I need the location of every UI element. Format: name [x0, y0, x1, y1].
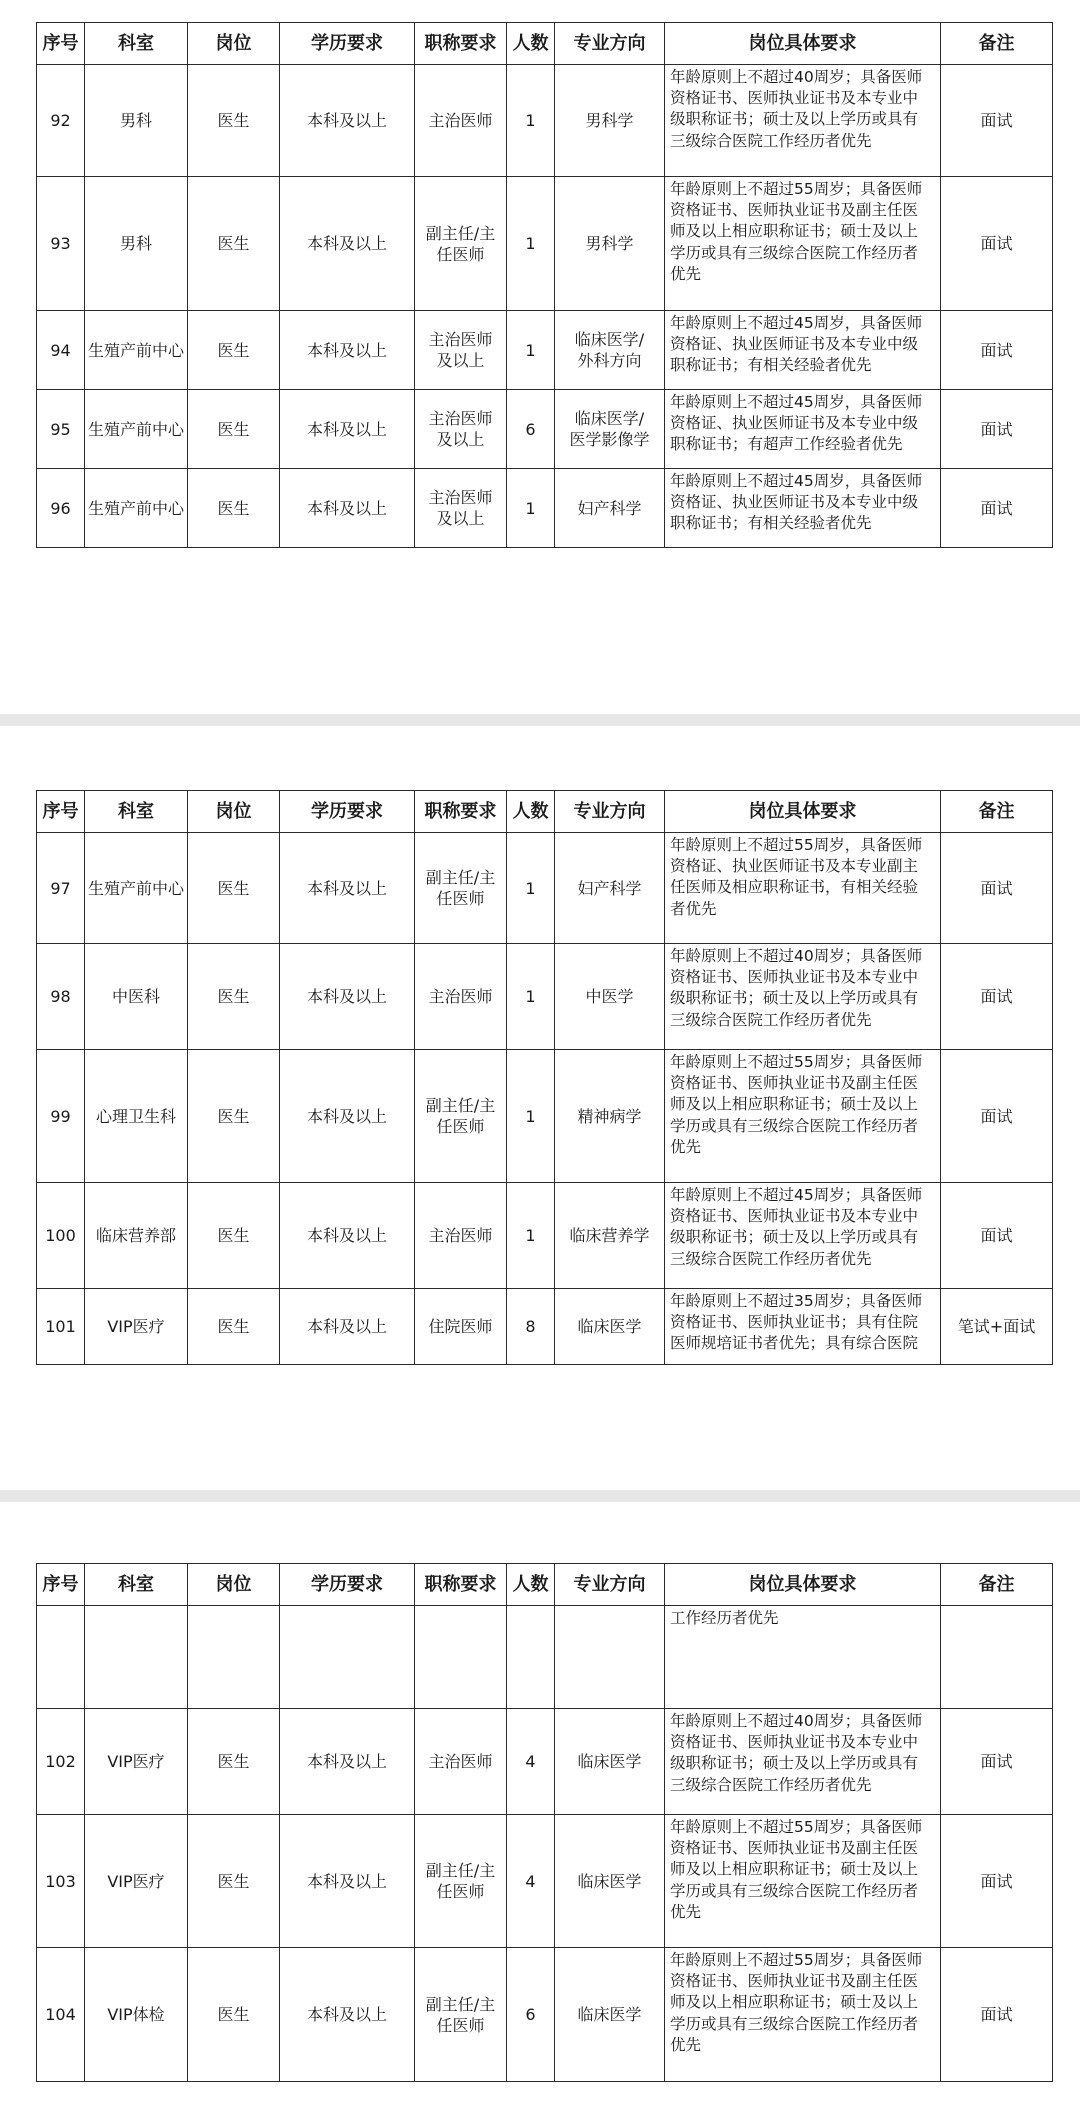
major-cell: [555, 1050, 665, 1183]
column-header: 备注: [941, 23, 1053, 65]
column-header: 学历要求: [280, 1564, 415, 1606]
column-header: 序号: [37, 23, 85, 65]
cell-line: 资格证书、医师执业证书及副主任医: [670, 1839, 919, 1858]
job-table-page-2: [36, 790, 1053, 1365]
cell-line: 本科及以上: [306, 878, 387, 898]
cell-line: 临床医学: [577, 2005, 642, 2024]
title-cell: [415, 1289, 507, 1365]
edu-cell: [280, 1948, 415, 2082]
requirement-cell: [665, 390, 941, 469]
cell-line: 本科及以上: [306, 1106, 387, 1126]
column-header: 科室: [85, 23, 188, 65]
title-cell: [415, 390, 507, 469]
cell-line: 年龄原则上不超过55周岁；具备医师: [670, 1818, 923, 1836]
cell-line: 本科及以上: [306, 2005, 387, 2024]
note-cell: 面试: [941, 390, 1053, 469]
cell-line: 三级综合医院工作经历者优先: [670, 1249, 872, 1268]
count-cell: 1: [507, 944, 555, 1050]
count-cell: 1: [507, 311, 555, 390]
cell-line: 三级综合医院工作经历者优先: [670, 131, 872, 150]
cell-line: 任医师: [436, 1882, 485, 1901]
cell-line: 年龄原则上不超过35周岁；具备医师: [670, 1292, 923, 1310]
post-cell: 医生: [188, 177, 280, 311]
cell-line: 工作经历者优先: [670, 1609, 779, 1627]
dept-cell: VIP医疗: [85, 1815, 188, 1948]
column-header: 岗位具体要求: [665, 23, 941, 65]
post-cell: 医生: [188, 1289, 280, 1365]
column-header: 人数: [507, 1564, 555, 1606]
title-cell: [415, 311, 507, 390]
requirement-cell: [665, 1183, 941, 1289]
cell-line: 本科及以上: [306, 419, 387, 439]
cell-line: 年龄原则上不超过55周岁，具备医师: [670, 836, 923, 854]
cell-line: 资格证书、医师执业证书及本专业中: [670, 1733, 919, 1752]
seq-cell: 104: [37, 1948, 85, 2082]
note-cell: 面试: [941, 833, 1053, 944]
edu-cell: [280, 1183, 415, 1289]
cell-line: 本科及以上: [306, 111, 387, 130]
title-cell: [415, 469, 507, 548]
column-header: 人数: [507, 791, 555, 833]
cell-line: 资格证书、医师执业证书及本专业中: [670, 1207, 919, 1226]
post-cell: [188, 1606, 280, 1709]
major-cell: [555, 944, 665, 1050]
post-cell: 医生: [188, 469, 280, 548]
table-row: [37, 311, 1053, 390]
requirement-cell: [665, 1815, 941, 1948]
cell-line: 优先: [670, 264, 702, 283]
table-row: [37, 65, 1053, 177]
note-cell: 面试: [941, 1709, 1053, 1815]
count-cell: 1: [507, 469, 555, 548]
cell-line: 医师规培证书者优先；具有综合医院: [670, 1334, 919, 1353]
title-cell: [415, 177, 507, 311]
requirement-cell: [665, 833, 941, 944]
major-cell: [555, 1289, 665, 1365]
seq-cell: 94: [37, 311, 85, 390]
count-cell: 4: [507, 1709, 555, 1815]
cell-line: 主治医师: [428, 987, 493, 1006]
dept-cell: 临床营养部: [85, 1183, 188, 1289]
cell-line: 副主任/主: [425, 1096, 496, 1115]
column-header: 学历要求: [280, 23, 415, 65]
table-row: [37, 833, 1053, 944]
cell-line: 妇产科学: [577, 878, 642, 898]
table-row: [37, 177, 1053, 311]
count-cell: 6: [507, 390, 555, 469]
cell-line: 男科学: [585, 111, 634, 130]
edu-cell: [280, 1050, 415, 1183]
cell-line: 临床医学/: [574, 330, 645, 349]
requirement-cell: [665, 1606, 941, 1709]
table-header-row: [37, 791, 1053, 833]
edu-cell: [280, 1709, 415, 1815]
major-cell: [555, 1948, 665, 2082]
cell-line: 资格证书、医师执业证书及副主任医: [670, 1074, 919, 1093]
cell-line: 师及以上相应职称证书；硕士及以上: [670, 1095, 919, 1114]
dept-cell: 生殖产前中心: [85, 469, 188, 548]
seq-cell: [37, 1606, 85, 1709]
seq-cell: 103: [37, 1815, 85, 1948]
cell-line: 副主任/主: [425, 1861, 496, 1880]
post-cell: 医生: [188, 311, 280, 390]
post-cell: 医生: [188, 944, 280, 1050]
requirement-cell: [665, 177, 941, 311]
table-row: [37, 1948, 1053, 2082]
note-cell: 面试: [941, 1050, 1053, 1183]
dept-cell: 生殖产前中心: [85, 390, 188, 469]
cell-line: 主治医师: [428, 488, 493, 507]
major-cell: [555, 469, 665, 548]
post-cell: 医生: [188, 833, 280, 944]
requirement-cell: [665, 311, 941, 390]
cell-line: 副主任/主: [425, 223, 496, 243]
dept-cell: 心理卫生科: [85, 1050, 188, 1183]
cell-line: 任医师: [436, 244, 485, 264]
post-cell: 医生: [188, 65, 280, 177]
column-header: 科室: [85, 1564, 188, 1606]
column-header: 序号: [37, 1564, 85, 1606]
cell-line: 临床营养学: [569, 1226, 650, 1245]
count-cell: 6: [507, 1948, 555, 2082]
edu-cell: [280, 1606, 415, 1709]
cell-line: 年龄原则上不超过45周岁，具备医师: [670, 393, 923, 411]
note-cell: 笔试+面试: [941, 1289, 1053, 1365]
column-header: 备注: [941, 1564, 1053, 1606]
cell-line: 级职称证书；硕士及以上学历或具有: [670, 110, 919, 129]
requirement-cell: [665, 65, 941, 177]
seq-cell: 97: [37, 833, 85, 944]
title-cell: [415, 833, 507, 944]
table-row: [37, 1606, 1053, 1709]
seq-cell: 102: [37, 1709, 85, 1815]
note-cell: 面试: [941, 944, 1053, 1050]
cell-line: 主治医师: [428, 1226, 493, 1245]
cell-line: 主治医师: [428, 111, 493, 130]
cell-line: 学历或具有三级综合医院工作经历者: [670, 243, 919, 262]
count-cell: 1: [507, 177, 555, 311]
edu-cell: [280, 65, 415, 177]
cell-line: 本科及以上: [306, 234, 387, 253]
note-cell: 面试: [941, 469, 1053, 548]
requirement-cell: [665, 944, 941, 1050]
edu-cell: [280, 469, 415, 548]
cell-line: 优先: [670, 1902, 702, 1921]
count-cell: 8: [507, 1289, 555, 1365]
table-row: [37, 1289, 1053, 1365]
cell-line: 级职称证书；硕士及以上学历或具有: [670, 989, 919, 1008]
seq-cell: 93: [37, 177, 85, 311]
edu-cell: [280, 833, 415, 944]
cell-line: 任医师: [436, 1117, 485, 1136]
cell-line: 优先: [670, 1137, 702, 1156]
title-cell: [415, 1948, 507, 2082]
cell-line: 学历或具有三级综合医院工作经历者: [670, 1881, 919, 1900]
cell-line: 本科及以上: [306, 1752, 387, 1771]
requirement-cell: [665, 1709, 941, 1815]
dept-cell: [85, 1606, 188, 1709]
post-cell: 医生: [188, 1815, 280, 1948]
column-header: 人数: [507, 23, 555, 65]
table-row: [37, 1709, 1053, 1815]
cell-line: 本科及以上: [306, 1871, 387, 1891]
cell-line: 职称证书；有超声工作经验者优先: [670, 435, 903, 454]
cell-line: 年龄原则上不超过55周岁；具备医师: [670, 1053, 923, 1071]
cell-line: 主治医师: [428, 409, 493, 428]
note-cell: 面试: [941, 177, 1053, 311]
count-cell: 1: [507, 1050, 555, 1183]
cell-line: 任医师及相应职称证书，有相关经验: [670, 878, 919, 897]
cell-line: 优先: [670, 2035, 702, 2054]
cell-line: 本科及以上: [306, 1317, 387, 1336]
post-cell: 医生: [188, 1183, 280, 1289]
major-cell: [555, 311, 665, 390]
dept-cell: VIP医疗: [85, 1289, 188, 1365]
cell-line: 学历或具有三级综合医院工作经历者: [670, 1116, 919, 1135]
cell-line: 级职称证书；硕士及以上学历或具有: [670, 1754, 919, 1773]
cell-line: 主治医师: [428, 330, 493, 349]
cell-line: 资格证书、医师执业证书及本专业中: [670, 968, 919, 987]
count-cell: 1: [507, 833, 555, 944]
cell-line: 年龄原则上不超过40周岁；具备医师: [670, 1712, 923, 1730]
requirement-cell: [665, 1050, 941, 1183]
edu-cell: [280, 390, 415, 469]
cell-line: 年龄原则上不超过45周岁，具备医师: [670, 472, 923, 490]
cell-line: 年龄原则上不超过45周岁，具备医师: [670, 314, 923, 332]
edu-cell: [280, 1815, 415, 1948]
requirement-cell: [665, 469, 941, 548]
cell-line: 任医师: [436, 2015, 485, 2035]
column-header: 岗位: [188, 791, 280, 833]
seq-cell: 99: [37, 1050, 85, 1183]
major-cell: [555, 177, 665, 311]
cell-line: 精神病学: [577, 1106, 642, 1126]
major-cell: [555, 390, 665, 469]
column-header: 岗位具体要求: [665, 791, 941, 833]
cell-line: 中医学: [585, 987, 634, 1006]
cell-line: 年龄原则上不超过55周岁；具备医师: [670, 180, 923, 198]
cell-line: 职称证书；有相关经验者优先: [670, 356, 872, 375]
column-header: 科室: [85, 791, 188, 833]
dept-cell: 生殖产前中心: [85, 833, 188, 944]
column-header: 备注: [941, 791, 1053, 833]
title-cell: [415, 65, 507, 177]
edu-cell: [280, 1289, 415, 1365]
major-cell: [555, 1183, 665, 1289]
cell-line: 师及以上相应职称证书；硕士及以上: [670, 1993, 919, 2012]
cell-line: 年龄原则上不超过45周岁；具备医师: [670, 1186, 923, 1204]
cell-line: 临床医学: [577, 1752, 642, 1771]
cell-line: 资格证书、医师执业证书及副主任医: [670, 201, 919, 220]
cell-line: 外科方向: [577, 351, 642, 370]
cell-line: 师及以上相应职称证书；硕士及以上: [670, 1860, 919, 1879]
cell-line: 资格证、执业医师证书及本专业中级: [670, 414, 919, 433]
post-cell: 医生: [188, 1948, 280, 2082]
count-cell: 4: [507, 1815, 555, 1948]
cell-line: 妇产科学: [577, 498, 642, 518]
dept-cell: 男科: [85, 177, 188, 311]
cell-line: 资格证、执业医师证书及本专业中级: [670, 335, 919, 354]
column-header: 岗位: [188, 1564, 280, 1606]
cell-line: 资格证书、医师执业证书；具有住院: [670, 1313, 919, 1332]
cell-line: 临床医学: [577, 1317, 642, 1336]
seq-cell: 100: [37, 1183, 85, 1289]
column-header: 岗位具体要求: [665, 1564, 941, 1606]
column-header: 职称要求: [415, 1564, 507, 1606]
cell-line: 临床医学: [577, 1871, 642, 1891]
table-row: [37, 944, 1053, 1050]
dept-cell: 中医科: [85, 944, 188, 1050]
major-cell: [555, 1606, 665, 1709]
page-separator-2: [0, 1490, 1080, 1502]
major-cell: [555, 833, 665, 944]
count-cell: 1: [507, 65, 555, 177]
title-cell: [415, 944, 507, 1050]
page-separator-1: [0, 714, 1080, 726]
title-cell: [415, 1709, 507, 1815]
note-cell: 面试: [941, 1815, 1053, 1948]
cell-line: 资格证、执业医师证书及本专业中级: [670, 493, 919, 512]
cell-line: 年龄原则上不超过40周岁；具备医师: [670, 947, 923, 965]
count-cell: 1: [507, 1183, 555, 1289]
cell-line: 资格证书、医师执业证书及副主任医: [670, 1972, 919, 1991]
seq-cell: 92: [37, 65, 85, 177]
cell-line: 及以上: [436, 430, 485, 449]
major-cell: [555, 65, 665, 177]
cell-line: 男科学: [585, 234, 634, 253]
cell-line: 资格证书、医师执业证书及本专业中: [670, 89, 919, 108]
column-header: 专业方向: [555, 1564, 665, 1606]
cell-line: 任医师: [436, 889, 485, 908]
note-cell: 面试: [941, 1948, 1053, 2082]
table-row: [37, 469, 1053, 548]
cell-line: 及以上: [436, 351, 485, 370]
table-row: [37, 1815, 1053, 1948]
table-row: [37, 1183, 1053, 1289]
title-cell: [415, 1815, 507, 1948]
column-header: 专业方向: [555, 23, 665, 65]
dept-cell: VIP体检: [85, 1948, 188, 2082]
cell-line: 资格证、执业医师证书及本专业副主: [670, 857, 919, 876]
cell-line: 及以上: [436, 509, 485, 528]
table-row: [37, 1050, 1053, 1183]
title-cell: [415, 1050, 507, 1183]
cell-line: 年龄原则上不超过40周岁；具备医师: [670, 68, 923, 86]
major-cell: [555, 1709, 665, 1815]
edu-cell: [280, 311, 415, 390]
seq-cell: 96: [37, 469, 85, 548]
column-header: 专业方向: [555, 791, 665, 833]
cell-line: 本科及以上: [306, 498, 387, 518]
cell-line: 副主任/主: [425, 868, 496, 887]
cell-line: 副主任/主: [425, 1994, 496, 2014]
note-cell: [941, 1606, 1053, 1709]
cell-line: 师及以上相应职称证书；硕士及以上: [670, 222, 919, 241]
column-header: 岗位: [188, 23, 280, 65]
cell-line: 临床医学/: [574, 409, 645, 428]
dept-cell: 生殖产前中心: [85, 311, 188, 390]
column-header: 学历要求: [280, 791, 415, 833]
post-cell: 医生: [188, 390, 280, 469]
cell-line: 本科及以上: [306, 1226, 387, 1245]
dept-cell: VIP医疗: [85, 1709, 188, 1815]
major-cell: [555, 1815, 665, 1948]
table-header-row: [37, 23, 1053, 65]
cell-line: 三级综合医院工作经历者优先: [670, 1775, 872, 1794]
edu-cell: [280, 944, 415, 1050]
post-cell: 医生: [188, 1709, 280, 1815]
cell-line: 级职称证书；硕士及以上学历或具有: [670, 1228, 919, 1247]
cell-line: 者优先: [670, 899, 717, 918]
dept-cell: 男科: [85, 65, 188, 177]
seq-cell: 101: [37, 1289, 85, 1365]
job-table-page-1: [36, 22, 1053, 548]
cell-line: 医学影像学: [569, 430, 650, 449]
requirement-cell: [665, 1289, 941, 1365]
title-cell: [415, 1183, 507, 1289]
count-cell: [507, 1606, 555, 1709]
seq-cell: 95: [37, 390, 85, 469]
note-cell: 面试: [941, 65, 1053, 177]
cell-line: 职称证书；有相关经验者优先: [670, 514, 872, 533]
table-header-row: [37, 1564, 1053, 1606]
title-cell: [415, 1606, 507, 1709]
cell-line: 学历或具有三级综合医院工作经历者: [670, 2014, 919, 2033]
table-row: [37, 390, 1053, 469]
column-header: 职称要求: [415, 791, 507, 833]
job-table-page-3: [36, 1563, 1053, 2082]
requirement-cell: [665, 1948, 941, 2082]
cell-line: 住院医师: [428, 1317, 493, 1336]
post-cell: 医生: [188, 1050, 280, 1183]
cell-line: 三级综合医院工作经历者优先: [670, 1010, 872, 1029]
column-header: 职称要求: [415, 23, 507, 65]
cell-line: 年龄原则上不超过55周岁；具备医师: [670, 1951, 923, 1969]
edu-cell: [280, 177, 415, 311]
cell-line: 本科及以上: [306, 340, 387, 360]
note-cell: 面试: [941, 311, 1053, 390]
cell-line: 主治医师: [428, 1752, 493, 1771]
column-header: 序号: [37, 791, 85, 833]
seq-cell: 98: [37, 944, 85, 1050]
cell-line: 本科及以上: [306, 987, 387, 1006]
note-cell: 面试: [941, 1183, 1053, 1289]
